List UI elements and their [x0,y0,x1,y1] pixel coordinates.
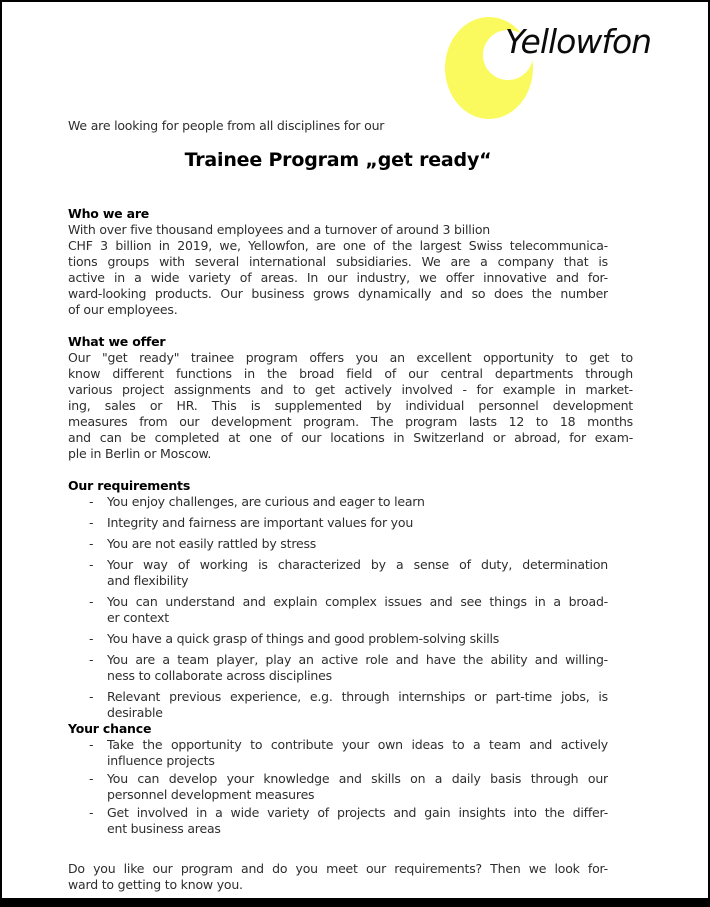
list-item [68,515,608,531]
bullet-dash: - [89,515,94,530]
paragraph [107,494,608,510]
text-line: ple in Berlin or Moscow. [68,446,212,461]
paragraph [107,689,608,721]
bullet-list [68,737,608,837]
text-line: Do you like our program and do you meet our requirements? Then we look for- [68,861,608,876]
text-line: ness to collaborate across disciplines [107,668,332,683]
bullet-dash: - [89,557,94,572]
text-line: personnel development measures [107,787,315,802]
text-line: and flexibility [107,573,189,588]
sections-container [68,206,633,837]
text-line: and can be completed at one of our locations in Switzerland or abroad, for exam- [68,430,633,445]
text-line: influence projects [107,753,215,768]
bullet-dash: - [89,631,94,646]
text-line: various project assignments and to get actively involved - for example in market- [68,382,633,397]
paragraph [107,771,608,803]
list-item [68,536,608,552]
paragraph [107,737,608,769]
bullet-dash: - [89,652,94,667]
intro-line: We are looking for people from all disciplines for our [68,118,385,133]
paragraph [107,631,608,647]
section-heading: Your chance [68,721,152,736]
text-line: measures from our development program. The program lasts 12 to 18 months [68,414,633,429]
company-logo [442,14,682,124]
list-item [68,557,608,589]
text-line: tions groups with several international subsidiaries. We are a company that is [68,254,608,269]
text-line: Your way of working is characterized by a sense of duty, determination [107,557,608,572]
section-heading: Our requirements [68,478,191,493]
text-line: With over five thousand employees and a turnover of around 3 billion [68,222,491,237]
text-line: ing, sales or HR. This is supplemented by individual personnel development [68,398,633,413]
text-line: ward to getting to know you. [68,877,243,892]
bullet-dash: - [89,494,94,509]
paragraph [107,557,608,589]
paragraph [107,594,608,626]
list-item [68,805,608,837]
text-line: ent business areas [107,821,221,836]
paragraph [107,805,608,837]
section-who-we-are [68,206,608,318]
section-heading: What we offer [68,334,166,349]
text-line: active in a wide variety of areas. In our industry, we offer innovative and for- [68,270,608,285]
document-content [2,2,633,893]
text-line: Our "get ready" trainee program offers you an excellent opportunity to get to [68,350,633,365]
text-line: desirable [107,705,163,720]
text-line: ward-looking products. Our business grows dynamically and so does the number [68,286,608,301]
list-item [68,737,608,769]
list-item [68,494,608,510]
section-what-we-offer [68,334,633,462]
bullet-dash: - [89,689,94,704]
paragraph [68,350,633,462]
list-item [68,771,608,803]
text-line: You can understand and explain complex issues and see things in a broad- [107,594,608,609]
text-line: You enjoy challenges, are curious and eager to learn [107,494,425,509]
logo-brand-text: Yellowfon [505,22,652,61]
text-line: Relevant previous experience, e.g. through internships or part-time jobs, is [107,689,608,704]
text-line: Get involved in a wide variety of projects and gain insights into the differ- [107,805,608,820]
text-line: CHF 3 billion in 2019, we, Yellowfon, are one of the largest Swiss telecommunica- [68,238,608,253]
bullet-dash: - [89,594,94,609]
list-item [68,689,608,721]
bullet-dash: - [89,771,94,786]
document-title: Trainee Program „get ready“ [184,149,492,171]
closing-paragraph [68,861,608,893]
text-line: know different functions in the broad field of our central departments through [68,366,633,381]
text-line: Take the opportunity to contribute your own ideas to a team and actively [107,737,608,752]
list-item [68,652,608,684]
section-your-chance [68,721,608,837]
section-our-requirements [68,478,608,721]
bullet-dash: - [89,805,94,820]
list-item [68,594,608,626]
bullet-dash: - [89,536,94,551]
paragraph [68,861,608,893]
text-line: You can develop your knowledge and skills on a daily basis through our [107,771,608,786]
paragraph [107,536,608,552]
bullet-dash: - [89,737,94,752]
text-line: Integrity and fairness are important values for you [107,515,414,530]
text-line: You are a team player, play an active role and have the ability and willing- [107,652,608,667]
list-item [68,631,608,647]
section-heading: Who we are [68,206,150,221]
text-line: You have a quick grasp of things and good problem-solving skills [107,631,500,646]
text-line: You are not easily rattled by stress [107,536,317,551]
text-line: of our employees. [68,302,178,317]
bullet-list [68,494,608,721]
paragraph [107,515,608,531]
paragraph [107,652,608,684]
text-line: er context [107,610,169,625]
paragraph [68,222,608,318]
